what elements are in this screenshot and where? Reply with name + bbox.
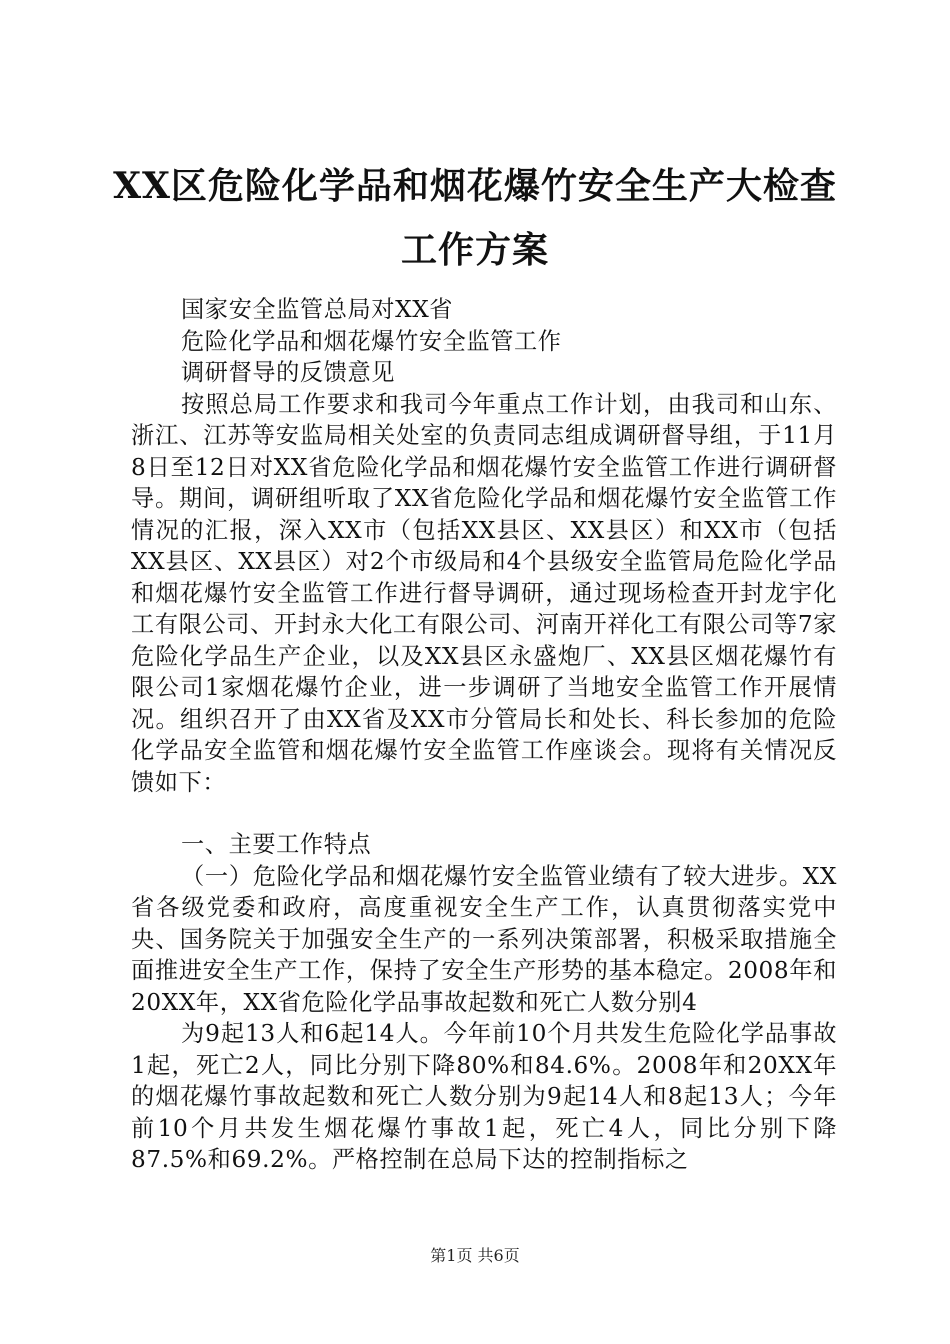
subtitle-line-1: 国家安全监管总局对XX省	[181, 296, 454, 323]
document-title-line-2: 工作方案	[400, 229, 549, 271]
subtitle-line-3: 调研督导的反馈意见	[181, 359, 396, 386]
section-heading: 一、主要工作特点	[181, 831, 372, 858]
page-number-footer: 第1页 共6页	[430, 1246, 520, 1265]
paragraph-spacer	[131, 798, 837, 829]
subtitle-line-2: 危险化学品和烟花爆竹安全监管工作	[181, 327, 562, 355]
intro-paragraph: 按照总局工作要求和我司今年重点工作计划，由我司和山东、浙江、江苏等安监局相关处室的负责同志组成调研督导组，于11月8日至12日对XX省危险化学品和烟花爆竹安全监管工作进行调研督导。期间，调研组听取了XX省危险化学品和烟花爆竹安全监管工作情况的汇报，深入XX市（包括XX县区、XX县区）和XX市（包括XX县区、XX县区）对2个市级局和4个县级安全监管局危险化学品和烟花爆竹安全监管工作进行督导调研，通过现场检查开封龙宇化工有限公司、开封永大化工有限公司、河南开祥化工有限公司等7家危险化学品生产企业，以及XX县区永盛炮厂、XX县区烟花爆竹有限公司1家烟花爆竹企业，进一步调研了当地安全监管工作开展情况。组织召开了由XX省及XX市分管局长和处长、科长参加的危险化学品安全监管和烟花爆竹安全监管工作座谈会。现将有关情况反馈如下：	[131, 390, 837, 796]
section-1-paragraph: （一）危险化学品和烟花爆竹安全监管业绩有了较大进步。XX省各级党委和政府，高度重视安全生产工作，认真贯彻落实党中央、国务院关于加强安全生产的一系列决策部署，积极采取措施全面推进安全生产工作，保持了安全生产形势的基本稳定。2008年和20XX年，XX省危险化学品事故起数和死亡人数分别4	[131, 862, 837, 1016]
section-1-paragraph-continued: 为9起13人和6起14人。今年前10个月共发生危险化学品事故1起，死亡2人，同比分别下降80%和84.6%。2008年和20XX年的烟花爆竹事故起数和死亡人数分别为9起14人和8起13人；今年前10个月共发生烟花爆竹事故1起，死亡4人，同比分别下降87.5%和69.2%。严格控制在总局下达的控制指标之	[131, 1020, 837, 1173]
document-body	[131, 294, 837, 1176]
document-title-line-1: XX区危险化学品和烟花爆竹安全生产大检查	[113, 165, 837, 207]
